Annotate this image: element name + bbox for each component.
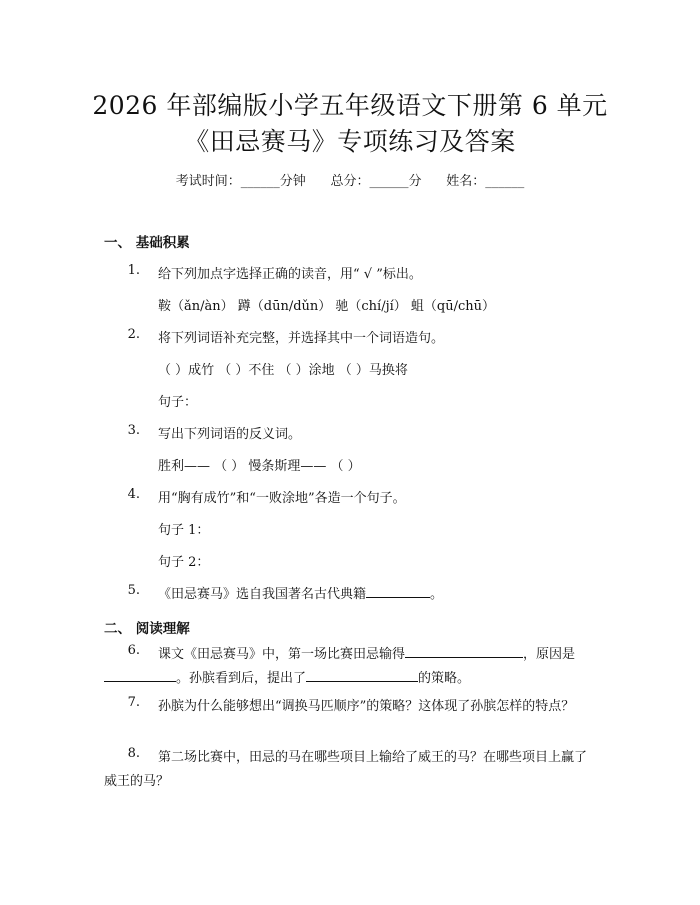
- page-title-line2: 《田忌赛马》专项练习及答案: [184, 127, 516, 156]
- question-number: 6.: [127, 643, 140, 658]
- question-6-text-b: ，原因是: [523, 647, 576, 662]
- question-5-text-a: 《田忌赛马》选自我国著名古代典籍: [158, 587, 367, 602]
- question-2-idioms: （ ）成竹 （ ）不住 （ ）涂地 （ ）马换将: [158, 363, 408, 378]
- question-4-sentence-1-label: 句子 1：: [158, 523, 210, 538]
- question-3-text: 写出下列词语的反义词。: [158, 427, 302, 442]
- answer-blank[interactable]: [306, 669, 418, 682]
- question-5-text: [158, 583, 443, 602]
- question-1-text: 给下列加点字选择正确的读音，用“ √ ”标出。: [158, 267, 422, 282]
- question-6-text-d: 的策略。: [418, 671, 471, 686]
- question-number: 4.: [127, 487, 140, 502]
- question-3-antonyms: 胜利—— （ ） 慢条斯理—— （ ）: [158, 459, 361, 474]
- question-4-text: 用“胸有成竹”和“一败涂地”各造一个句子。: [158, 491, 406, 506]
- question-6-text-c: 。孙膑看到后，提出了: [176, 671, 307, 686]
- question-number: 2.: [127, 327, 140, 342]
- section-heading-basics: 一、 基础积累: [104, 235, 190, 251]
- section-heading-reading: 二、 阅读理解: [104, 621, 190, 637]
- page-title-line1: 2026 年部编版小学五年级语文下册第 6 单元: [92, 91, 608, 120]
- question-2-text: 将下列词语补充完整，并选择其中一个词语造句。: [158, 331, 445, 346]
- exam-meta-line: 考试时间：______分钟 总分：______分 姓名：______: [175, 174, 525, 189]
- question-5-text-b: 。: [430, 587, 444, 602]
- question-number: 7.: [127, 695, 140, 710]
- answer-blank[interactable]: [104, 669, 176, 682]
- question-6-text: [104, 643, 590, 691]
- question-number: 8.: [127, 746, 140, 761]
- question-8-text: 第二场比赛中，田忌的马在哪些项目上输给了威王的马？在哪些项目上赢了威王的马？: [104, 750, 588, 789]
- answer-blank[interactable]: [405, 645, 523, 658]
- question-number: 5.: [127, 583, 140, 598]
- question-1-options: 鞍（ǎn/àn） 蹲（dūn/dǔn） 驰（chí/jí） 蛆（qū/chū）: [158, 299, 496, 314]
- question-7-text: 孙膑为什么能够想出“调换马匹顺序”的策略？这体现了孙膑怎样的特点？: [158, 699, 575, 714]
- question-6-text-a: 课文《田忌赛马》中，第一场比赛田忌输得: [158, 647, 406, 662]
- question-number: 1.: [127, 263, 140, 278]
- answer-blank[interactable]: [366, 585, 430, 598]
- question-number: 3.: [127, 423, 140, 438]
- question-2-sentence-label: 句子：: [158, 395, 198, 410]
- question-4-sentence-2-label: 句子 2：: [158, 555, 210, 570]
